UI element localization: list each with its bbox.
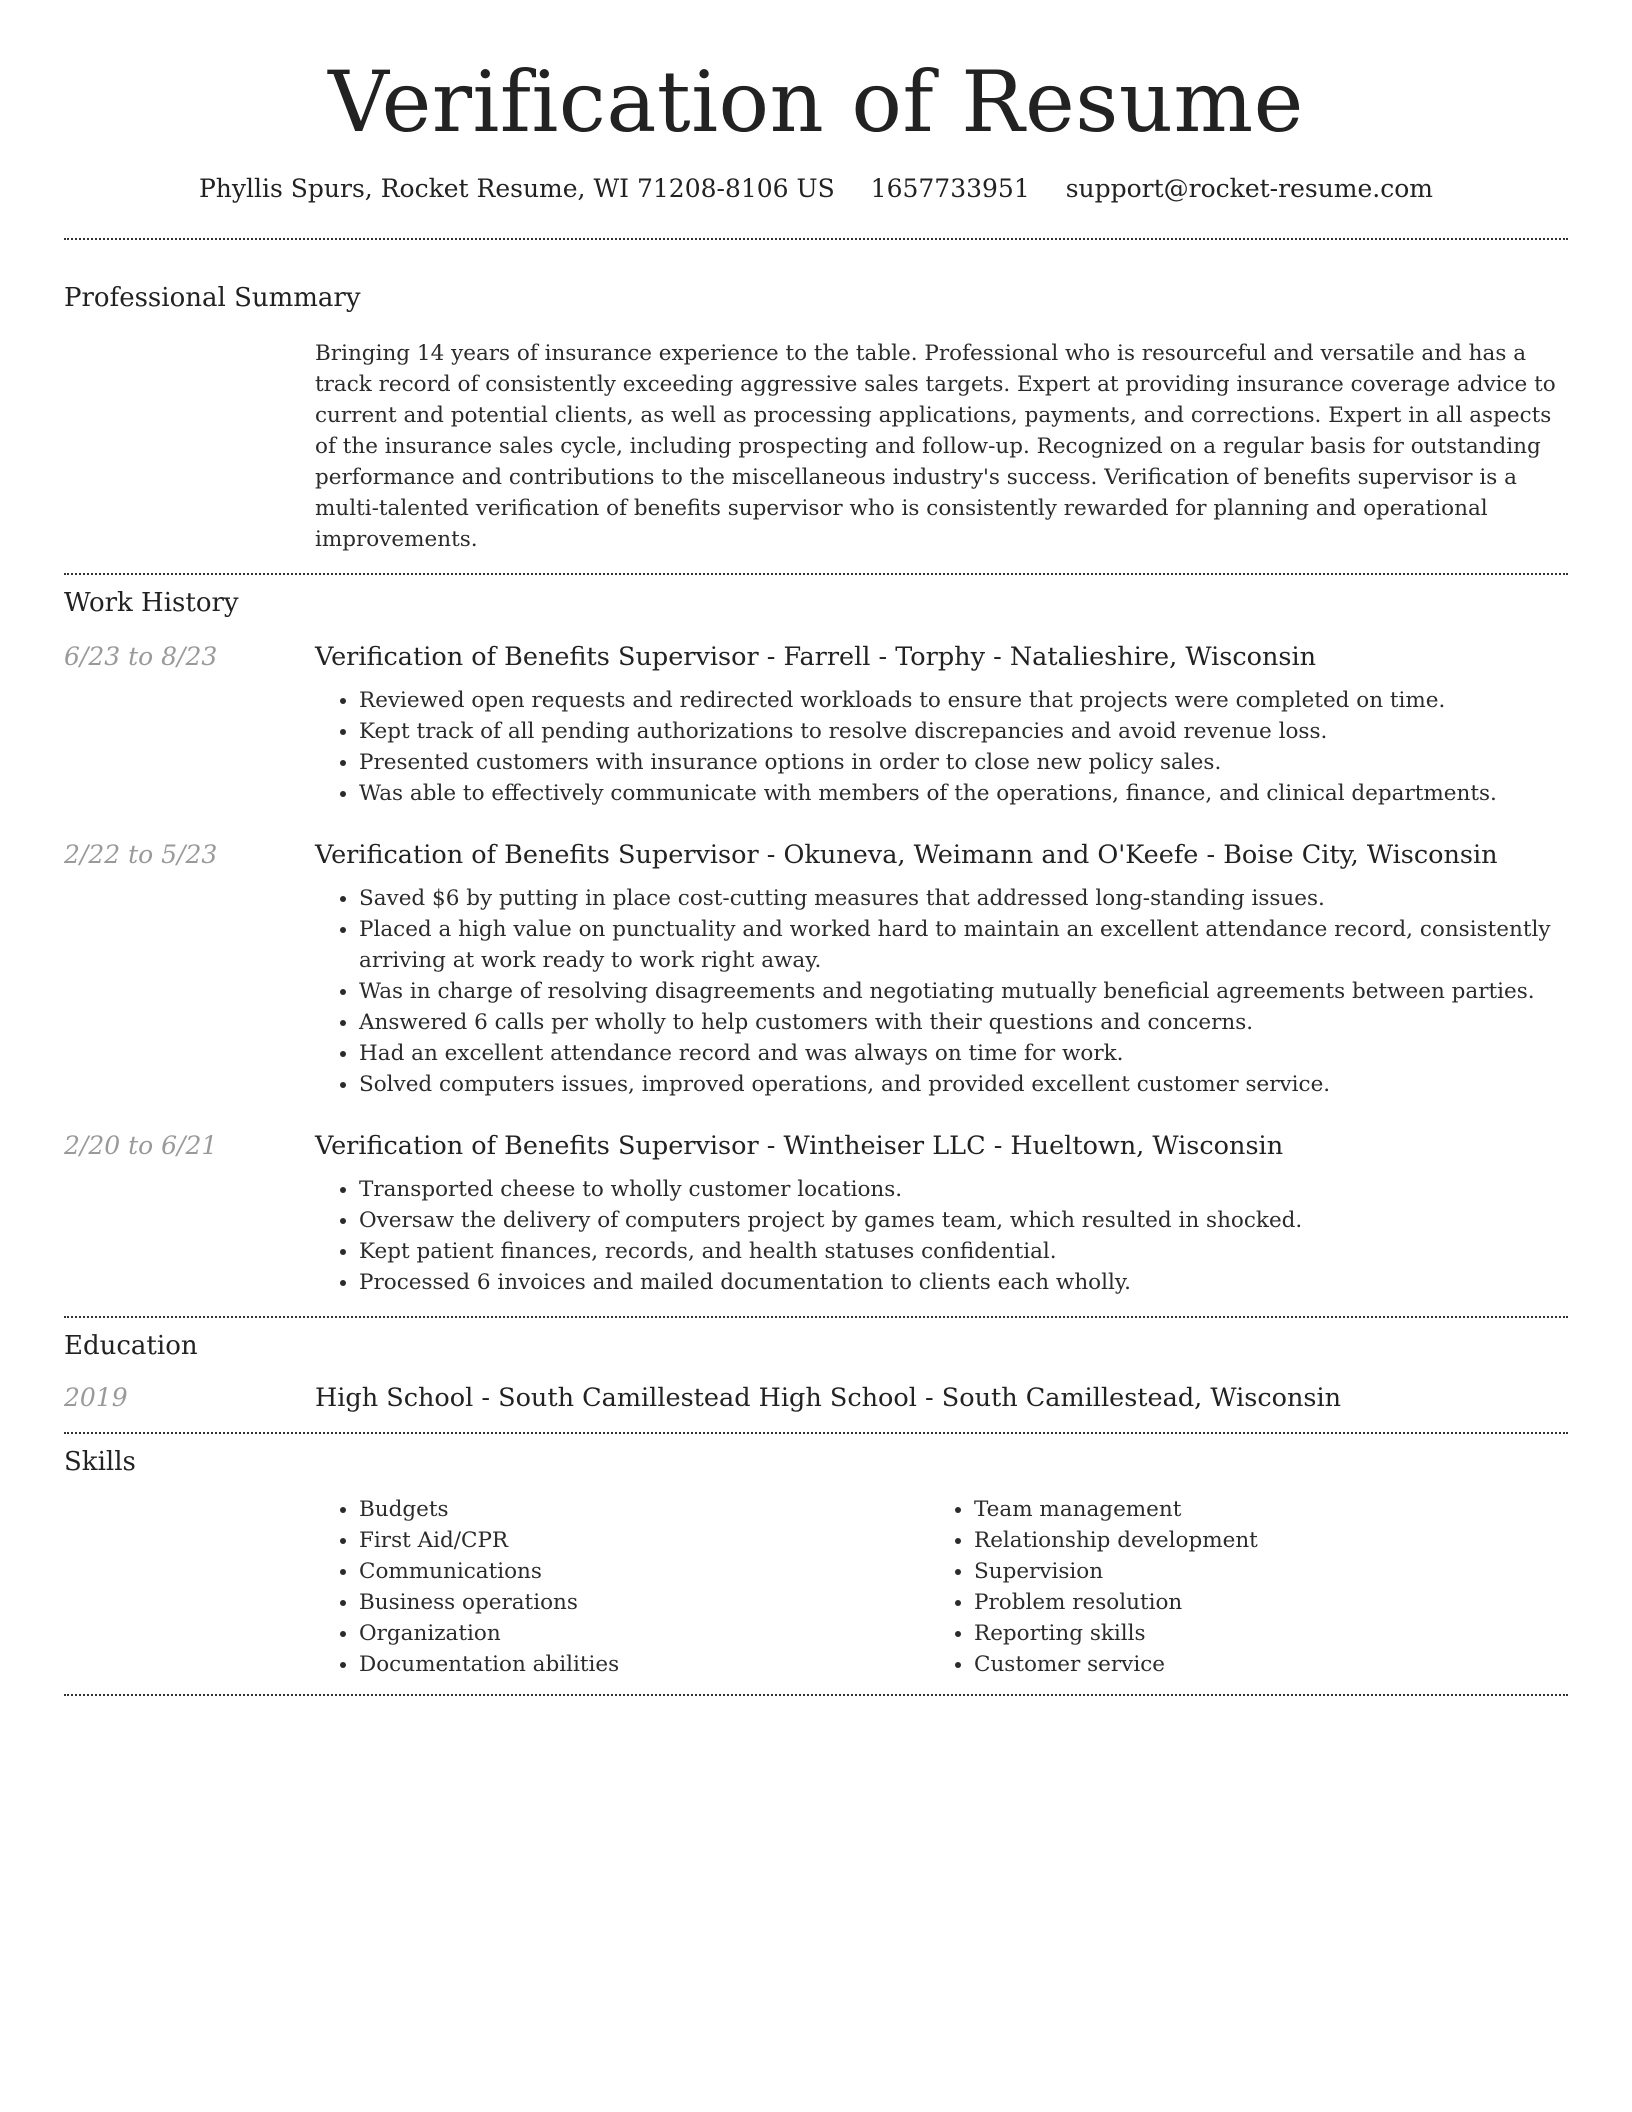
skill-item: • Budgets (359, 1494, 930, 1525)
education-detail: High School - South Camillestead High School - South Camillestead, Wisconsin (315, 1383, 1342, 1413)
section-divider (64, 1694, 1568, 1696)
job-entry (64, 1128, 1568, 1298)
resume-page (64, 0, 1568, 1696)
education-heading: Education (64, 1331, 198, 1361)
job-bullet: • Answered 6 calls per wholly to help customers with their questions and concerns. (359, 1007, 1568, 1038)
job-bullet: • Had an excellent attendance record and was always on time for work. (359, 1038, 1568, 1069)
skill-item: • Communications (359, 1556, 930, 1587)
job-bullet: • Solved computers issues, improved operations, and provided excellent customer service. (359, 1069, 1568, 1100)
contact-address: Phyllis Spurs, Rocket Resume, WI 71208-8106 US (198, 174, 835, 203)
skill-item: • Documentation abilities (359, 1649, 930, 1680)
skill-item: • Team management (974, 1494, 1545, 1525)
summary-text: Bringing 14 years of insurance experience to the table. Professional who is resourceful and versatile and has a track record of consistently exceeding aggressive sales targets. Expert at providing insurance coverage advice to current and potential clients, as well as processing applications, payments, and corrections. Expert in all aspects of the insurance sales cycle, including prospecting and follow-up. Recognized on a regular basis for outstanding performance and contributions to the miscellaneous industry's success. Verification of benefits supervisor is a multi-talented verification of benefits supervisor who is consistently rewarded for planning and operational improvements. (315, 341, 1556, 552)
section-divider (64, 1316, 1568, 1318)
job-bullet: • Kept patient finances, records, and health statuses confidential. (359, 1236, 1568, 1267)
skill-item: • Relationship development (974, 1525, 1545, 1556)
job-heading: Verification of Benefits Supervisor - Wintheiser LLC - Hueltown, Wisconsin (315, 1131, 1284, 1161)
section-divider (64, 573, 1568, 575)
job-bullets (315, 1174, 1568, 1298)
skill-item: • Business operations (359, 1587, 930, 1618)
skills-column-right (930, 1494, 1545, 1680)
job-bullet: • Kept track of all pending authorizations to resolve discrepancies and avoid revenue loss. (359, 716, 1568, 747)
job-bullet: • Saved $6 by putting in place cost-cutting measures that addressed long-standing issues. (359, 883, 1568, 914)
education-year: 2019 (64, 1383, 128, 1412)
job-bullet: • Was able to effectively communicate with members of the operations, finance, and clinical departments. (359, 778, 1568, 809)
job-bullets (315, 685, 1568, 809)
job-bullet: • Reviewed open requests and redirected workloads to ensure that projects were completed on time. (359, 685, 1568, 716)
section-divider (64, 238, 1568, 240)
skill-item: • Supervision (974, 1556, 1545, 1587)
job-bullet: • Processed 6 invoices and mailed documentation to clients each wholly. (359, 1267, 1568, 1298)
skill-item: • First Aid/CPR (359, 1525, 930, 1556)
job-entry (64, 639, 1568, 809)
education-entry (64, 1380, 1568, 1416)
job-bullet: • Placed a high value on punctuality and worked hard to maintain an excellent attendance record, consistently arriving at work ready to work right away. (359, 914, 1568, 976)
section-divider (64, 1432, 1568, 1434)
skills-column-left (315, 1494, 930, 1680)
skill-item: • Customer service (974, 1649, 1545, 1680)
contact-line (64, 172, 1568, 206)
job-bullet: • Oversaw the delivery of computers project by games team, which resulted in shocked. (359, 1205, 1568, 1236)
skill-item: • Organization (359, 1618, 930, 1649)
job-bullet: • Was in charge of resolving disagreements and negotiating mutually beneficial agreements between parties. (359, 976, 1568, 1007)
skills-list (315, 1494, 1568, 1680)
skill-item: • Problem resolution (974, 1587, 1545, 1618)
job-dates: 6/23 to 8/23 (64, 642, 218, 671)
contact-email: support@rocket-resume.com (1065, 174, 1433, 203)
job-bullets (315, 883, 1568, 1100)
summary-heading: Professional Summary (64, 283, 361, 313)
job-entry (64, 837, 1568, 1100)
resume-title: Verification of Resume (328, 53, 1304, 151)
work-history-heading: Work History (64, 588, 239, 618)
skills-heading: Skills (64, 1447, 136, 1477)
job-dates: 2/22 to 5/23 (64, 840, 218, 869)
job-heading: Verification of Benefits Supervisor - Farrell - Torphy - Natalieshire, Wisconsin (315, 642, 1317, 672)
job-bullet: • Presented customers with insurance options in order to close new policy sales. (359, 747, 1568, 778)
contact-phone: 1657733951 (870, 174, 1030, 203)
skill-item: • Reporting skills (974, 1618, 1545, 1649)
job-heading: Verification of Benefits Supervisor - Okuneva, Weimann and O'Keefe - Boise City, Wisconsin (315, 840, 1498, 870)
job-dates: 2/20 to 6/21 (64, 1131, 218, 1160)
job-bullet: • Transported cheese to wholly customer locations. (359, 1174, 1568, 1205)
